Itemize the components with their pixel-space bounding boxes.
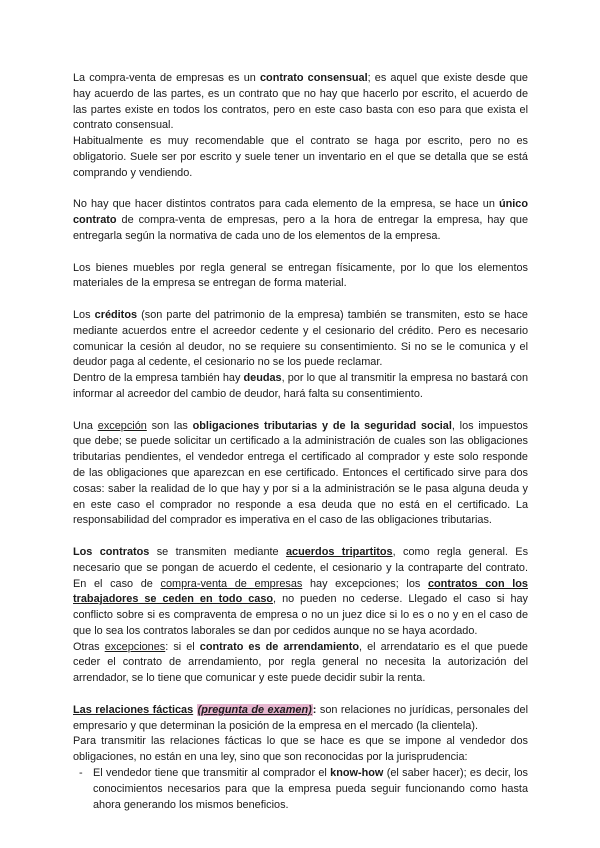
term-know-how: know-how xyxy=(330,767,384,780)
paragraph-deudas: Dentro de la empresa también hay deudas, por lo que al transmitir la empresa no bastará con informar al acreedor del cambio de deudor, hará falta su consentimiento. xyxy=(73,372,528,400)
paragraph-escrito: Habitualmente es muy recomendable que el contrato se haga por escrito, pero no es obligatorio. Suele ser por escrito y suele tener un inventario en el que se detalla que se está comprando y vendiendo. xyxy=(73,135,528,179)
term-relaciones-facticas: Las relaciones fácticas xyxy=(73,703,194,716)
term-obligaciones-tributarias: obligaciones tributarias y de la seguridad social xyxy=(192,419,452,432)
term-deudas: deudas xyxy=(243,372,282,385)
exam-question-highlight: (pregunta de examen) xyxy=(197,703,312,716)
term-acuerdos-tripartitos: acuerdos tripartitos xyxy=(285,545,393,558)
paragraph-bienes-muebles: Los bienes muebles por regla general se entregan físicamente, por lo que los elementos materiales de la empresa se entregan de forma material. xyxy=(73,261,528,290)
paragraph-unico-contrato: No hay que hacer distintos contratos para cada elemento de la empresa, se hace un único contrato de compra-venta de empresas, pero a la hora de entregar la empresa, hay que entregarla según la normativa de cada uno de los elementos de la empresa. xyxy=(73,198,528,242)
term-compra-venta: compra-venta de empresas xyxy=(160,577,303,590)
paragraph-contratos: Los contratos se transmiten mediante acuerdos tripartitos, como regla general. Es necesario que se pongan de acuerdo el cedente, el cesionario y la contraparte del contrato. En el caso de compra-venta de empresas hay excepciones; los contratos con los trabajadores se ceden en todo caso, no pueden no cederse. Llegado el caso si hay conflicto sobre si es compraventa de empresa o no un juez dice si lo es o no y en el caso de que lo sea los contratos laborales se dan por cedidos aunque no se haya acordado. xyxy=(73,545,529,637)
paragraph-transmitir-relaciones: Para transmitir las relaciones fácticas lo que se hace es que se impone al vendedor dos obligaciones, no están en una ley, sino que son reconocidas por la jurisprudencia: xyxy=(73,735,528,764)
paragraph-obligaciones-tributarias: Una excepción son las obligaciones tributarias y de la seguridad social, los impuestos que debe; se puede solicitar un certificado a la administración de cuales son las obligaciones tributarias pendientes, el vendedor entrega el certificado al comprador y este solo responde de las obligaciones que aparezcan en ese certificado. Entonces el certificado sirve para dos cosas: saber la realidad de lo que hay y por si a la administración se le pasa alguna deuda y en este caso el comprador no responde a esa deuda que no está en el certificado. La responsabilidad del comprador es imperativa en el caso de las obligaciones tributarias. xyxy=(73,419,529,527)
term-contrato-consensual: contrato consensual xyxy=(260,72,368,84)
list-item: - El vendedor tiene que transmitir al comprador el know-how (el saber hacer); es decir, los conocimientos necesarios para que la empresa pueda seguir funcionando como hasta ahora generando los mismos beneficios. xyxy=(79,767,528,811)
term-los-contratos: Los contratos xyxy=(73,545,150,558)
term-excepcion: excepción xyxy=(97,419,147,432)
term-creditos: créditos xyxy=(94,308,138,321)
obligations-list xyxy=(73,766,528,813)
term-unico-contrato: único contrato xyxy=(73,198,528,227)
dash-bullet: - xyxy=(79,767,83,780)
paragraph-arrendamiento: Otras excepciones: si el contrato es de arrendamiento, el arrendatario es el que puede ceder el contrato de arrendamiento, por regla general no necesita la autorización del arrendador, se lo tiene que comunicar y este puede decidir subir la renta. xyxy=(73,640,528,685)
paragraph-relaciones-facticas: Las relaciones fácticas (pregunta de examen): son relaciones no jurídicas, personales del empresario y que determinan la posición de la empresa en el mercado (la clientela). xyxy=(73,703,529,732)
paragraph-contrato-consensual: La compra-venta de empresas es un contrato consensual; es aquel que existe desde que hay acuerdo de las partes, es un contrato que no hay que hacerlo por escrito, el acuerdo de las partes existe en todos los contratos, pero en este caso basta con eso para que exista el contrato consensual. xyxy=(73,72,528,132)
paragraph-creditos: Los créditos (son parte del patrimonio de la empresa) también se transmiten, esto se hace mediante acuerdos entre el acreedor cedente y el cesionario del crédito. Pero es necesario comunicar la cesión al deudor, no se requiere su consentimiento. Si no se le comunica y el deudor paga al cedente, el cesionario no se los puede reclamar. xyxy=(73,308,528,369)
term-contratos-trabajadores: contratos con los trabajadores se ceden en todo caso xyxy=(73,577,528,606)
term-contrato-arrendamiento: contrato es de arrendamiento xyxy=(199,640,359,653)
term-excepciones: excepciones xyxy=(104,640,166,653)
